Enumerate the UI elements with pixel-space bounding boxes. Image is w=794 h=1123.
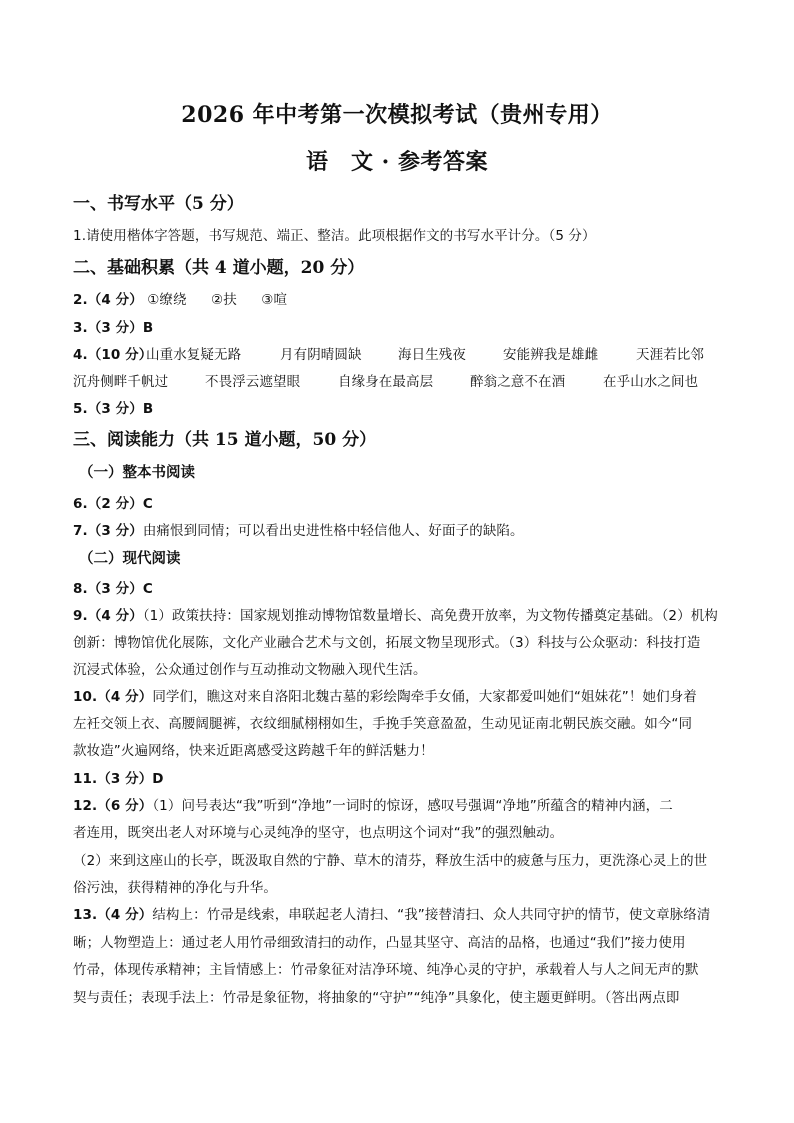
q4-verse: 自缘身在最高层 bbox=[338, 374, 434, 390]
answer-q13-line1 bbox=[73, 903, 711, 923]
answer-q12-line1 bbox=[73, 794, 673, 814]
q4-verse: 沉舟侧畔千帆过 bbox=[73, 374, 169, 390]
q4-verse: 安能辨我是雄雌 bbox=[503, 347, 599, 363]
answer-q7 bbox=[73, 519, 524, 539]
answer-q6: 6.（2 分）C bbox=[73, 496, 153, 512]
q13-text: 结构上：竹帚是线索，串联起老人清扫、“我”接替清扫、众人共同守护的情节，使文章脉络清 bbox=[152, 907, 711, 923]
subsection-modern-reading: （二）现代阅读 bbox=[79, 550, 181, 567]
q4-verse: 山重水复疑无路 bbox=[146, 347, 242, 363]
q2-answer-2: ②扶 bbox=[211, 292, 237, 308]
q4-verse: 天涯若比邻 bbox=[636, 347, 704, 363]
q4-verse: 醉翁之意不在酒 bbox=[470, 374, 566, 390]
section-heading-reading: 三、阅读能力（共 15 道小题，50 分） bbox=[73, 430, 377, 450]
answer-q9-line1 bbox=[73, 604, 718, 624]
section-heading-writing: 一、书写水平（5 分） bbox=[73, 194, 244, 214]
answer-q5: 5.（3 分）B bbox=[73, 401, 154, 417]
answer-q9-line3: 沉浸式体验，公众通过创作与互动推动文物融入现代生活。 bbox=[73, 662, 427, 678]
q9-label: 9.（4 分） bbox=[73, 608, 143, 624]
section-heading-basics: 二、基础积累（共 4 道小题，20 分） bbox=[73, 258, 365, 278]
q9-text: （1）政策扶持：国家规划推动博物馆数量增长、高免费开放率，为文物传播奠定基础。（2）机构 bbox=[142, 608, 718, 624]
answer-q12-line2: 者连用，既突出老人对环境与心灵纯净的坚守，也点明这个词对“我”的强烈触动。 bbox=[73, 825, 564, 841]
q2-answer-1: ①缭绕 bbox=[147, 292, 187, 308]
q7-text: 由痛恨到同情；可以看出史进性格中轻信他人、好面子的缺陷。 bbox=[142, 523, 524, 539]
q4-label: 4.（10 分） bbox=[73, 347, 153, 363]
answer-q8: 8.（3 分）C bbox=[73, 581, 153, 597]
answer-q12-line4: 俗污浊，获得精神的净化与升华。 bbox=[73, 880, 277, 896]
q2-label: 2.（4 分） bbox=[73, 292, 143, 308]
q10-text: 同学们，瞧这对来自洛阳北魏古墓的彩绘陶牵手女俑，大家都爱叫她们“姐妹花”！她们身着 bbox=[152, 689, 697, 705]
q12-text: （1）问号表达“我”听到“净地”一词时的惊讶，感叹号强调“净地”所蕴含的精神内涵，二 bbox=[152, 798, 673, 814]
q12-label: 12.（6 分） bbox=[73, 798, 153, 814]
q4-verse: 海日生残夜 bbox=[398, 347, 466, 363]
q10-label: 10.（4 分） bbox=[73, 689, 153, 705]
answer-q11: 11.（3 分）D bbox=[73, 771, 164, 787]
answer-q13-line3: 竹帚，体现传承精神；主旨情感上：竹帚象征对洁净环境、纯净心灵的守护，承载着人与人之间无声的默 bbox=[73, 962, 699, 978]
answer-q13-line2: 晰；人物塑造上：通过老人用竹帚细致清扫的动作，凸显其坚守、高洁的品格，也通过“我们”接力使用 bbox=[73, 935, 686, 951]
answer-q4-row2 bbox=[73, 370, 733, 390]
answer-q10-line2: 左衽交领上衣、高腰阔腿裤，衣纹细腻栩栩如生，手挽手笑意盈盈，生动见证南北朝民族交融。如今“同 bbox=[73, 716, 693, 732]
answer-q10-line1 bbox=[73, 685, 697, 705]
answer-q2 bbox=[73, 288, 287, 308]
answer-q13-line4: 契与责任；表现手法上：竹帚是象征物，将抽象的“守护”“纯净”具象化，使主题更鲜明。（答出两点即 bbox=[73, 990, 680, 1006]
answer-q3: 3.（3 分）B bbox=[73, 320, 154, 336]
q2-answer-3: ③喧 bbox=[261, 292, 288, 308]
q4-verse: 月有阴晴圆缺 bbox=[280, 347, 362, 363]
q4-verse: 不畏浮云遮望眼 bbox=[205, 374, 301, 390]
q4-verse: 在乎山水之间也 bbox=[603, 374, 699, 390]
page-title: 2026 年中考第一次模拟考试（贵州专用） bbox=[181, 102, 613, 128]
q13-label: 13.（4 分） bbox=[73, 907, 153, 923]
page-subtitle: 语 文 · 参考答案 bbox=[306, 149, 488, 175]
answer-q12-line3: （2）来到这座山的长亭，既汲取自然的宁静、草木的清芬，释放生活中的疲惫与压力，更洗涤心灵上的世 bbox=[73, 853, 708, 869]
subsection-whole-book: （一）整本书阅读 bbox=[79, 464, 195, 481]
q7-label: 7.（3 分） bbox=[73, 523, 143, 539]
answer-q4-row1 bbox=[73, 343, 733, 363]
answer-q1: 1.请使用楷体字答题，书写规范、端正、整洁。此项根据作文的书写水平计分。（5 分） bbox=[73, 228, 596, 244]
answer-q10-line3: 款妆造”火遍网络，快来近距离感受这跨越千年的鲜活魅力！ bbox=[73, 743, 434, 759]
answer-q9-line2: 创新：博物馆优化展陈，文化产业融合艺术与文创，拓展文物呈现形式。（3）科技与公众驱动：科技打造 bbox=[73, 635, 701, 651]
